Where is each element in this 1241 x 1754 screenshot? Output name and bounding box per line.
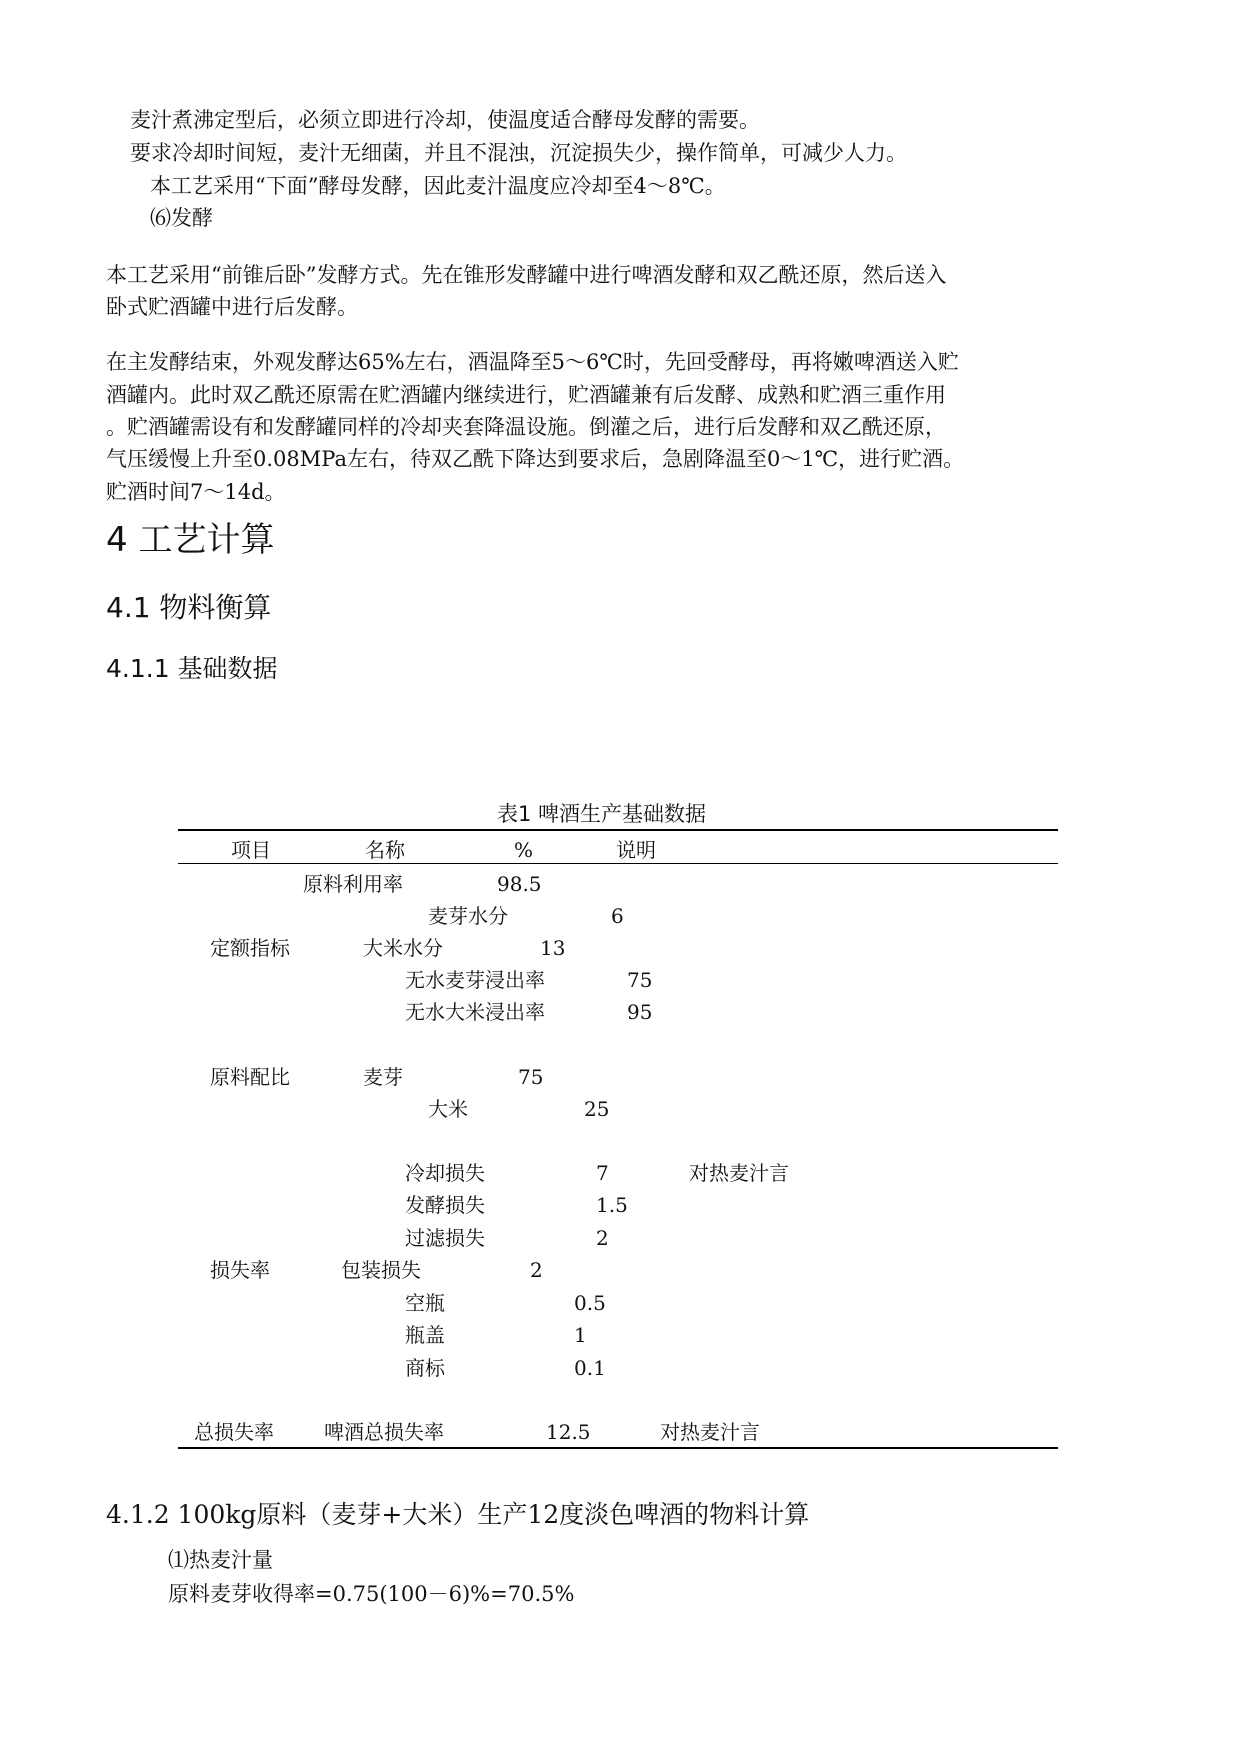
table-cell: 大米水分 xyxy=(363,936,443,960)
body-line: 贮酒时间7～14d。 xyxy=(106,480,286,504)
table-cell: 6 xyxy=(611,904,624,928)
table-header: 说明 xyxy=(616,838,656,862)
table-cell: 13 xyxy=(540,936,566,960)
table-cell: 2 xyxy=(530,1258,543,1282)
section-heading: 4 工艺计算 xyxy=(106,520,275,560)
subsection-heading: 4.1 物料衡算 xyxy=(106,591,272,624)
table-cell: 对热麦汁言 xyxy=(689,1161,789,1185)
body-line: 气压缓慢上升至0.08MPa左右，待双乙酰下降达到要求后，急剧降温至0～1℃，进行贮酒。 xyxy=(106,447,965,471)
table-cell: 98.5 xyxy=(497,872,542,896)
table-header: 名称 xyxy=(365,838,405,862)
table-cell: 0.1 xyxy=(574,1356,606,1380)
body-line: 酒罐内。此时双乙酰还原需在贮酒罐内继续进行，贮酒罐兼有后发酵、成熟和贮酒三重作用 xyxy=(106,383,946,407)
body-line: 要求冷却时间短，麦汁无细菌，并且不混浊，沉淀损失少，操作简单，可减少人力。 xyxy=(130,141,907,165)
table-cell: 75 xyxy=(518,1065,544,1089)
table-cell: 麦芽 xyxy=(363,1065,403,1089)
table-cell: 麦芽水分 xyxy=(428,904,508,928)
table-cell: 瓶盖 xyxy=(405,1323,445,1347)
table-cell: 商标 xyxy=(405,1356,445,1380)
table-cell: 2 xyxy=(596,1226,609,1250)
table-caption: 表1 啤酒生产基础数据 xyxy=(497,802,707,826)
body-line: 。贮酒罐需设有和发酵罐同样的冷却夹套降温设施。倒灌之后，进行后发酵和双乙酰还原， xyxy=(106,415,946,439)
body-line: 卧式贮酒罐中进行后发酵。 xyxy=(106,295,358,319)
body-line: 麦汁煮沸定型后，必须立即进行冷却，使温度适合酵母发酵的需要。 xyxy=(130,108,760,132)
table-header: 项目 xyxy=(231,838,271,862)
table-cell: 包装损失 xyxy=(341,1258,421,1282)
table-cell: 啤酒总损失率 xyxy=(324,1420,444,1444)
body-line: 在主发酵结束，外观发酵达65%左右，酒温降至5～6℃时，先回受酵母，再将嫩啤酒送入贮 xyxy=(106,350,959,374)
table-cell: 0.5 xyxy=(574,1291,606,1315)
table-top-rule xyxy=(178,829,1058,831)
table-cell: 定额指标 xyxy=(210,936,290,960)
table-cell: 空瓶 xyxy=(405,1291,445,1315)
table-cell: 原料利用率 xyxy=(303,872,403,896)
subsubsection-heading: 4.1.2 100kg原料（麦芽+大米）生产12度淡色啤酒的物料计算 xyxy=(106,1500,810,1529)
table-cell: 12.5 xyxy=(546,1420,591,1444)
table-cell: 25 xyxy=(584,1097,610,1121)
table-header-rule xyxy=(178,863,1058,864)
table-bottom-rule xyxy=(178,1447,1058,1449)
table-cell: 1.5 xyxy=(596,1193,628,1217)
formula-line: 原料麦芽收得率=0.75(100－6)%=70.5% xyxy=(168,1582,575,1606)
step-label: ⑴热麦汁量 xyxy=(168,1548,273,1572)
table-header: % xyxy=(514,838,534,862)
table-cell: 7 xyxy=(596,1161,609,1185)
step-label: ⑹发酵 xyxy=(150,206,213,230)
table-cell: 对热麦汁言 xyxy=(660,1420,760,1444)
table-cell: 发酵损失 xyxy=(405,1193,485,1217)
table-cell: 1 xyxy=(574,1323,587,1347)
table-cell: 95 xyxy=(627,1000,653,1024)
table-cell: 损失率 xyxy=(210,1258,270,1282)
table-cell: 总损失率 xyxy=(194,1420,274,1444)
table-cell: 无水麦芽浸出率 xyxy=(405,968,545,992)
table-cell: 无水大米浸出率 xyxy=(405,1000,545,1024)
table-cell: 过滤损失 xyxy=(405,1226,485,1250)
body-line: 本工艺采用“前锥后卧”发酵方式。先在锥形发酵罐中进行啤酒发酵和双乙酰还原，然后送入 xyxy=(106,263,947,287)
table-cell: 原料配比 xyxy=(210,1065,290,1089)
body-line: 本工艺采用“下面”酵母发酵，因此麦汁温度应冷却至4～8℃。 xyxy=(150,174,726,198)
table-cell: 冷却损失 xyxy=(405,1161,485,1185)
table-cell: 大米 xyxy=(428,1097,468,1121)
table-cell: 75 xyxy=(627,968,653,992)
subsubsection-heading: 4.1.1 基础数据 xyxy=(106,654,278,683)
